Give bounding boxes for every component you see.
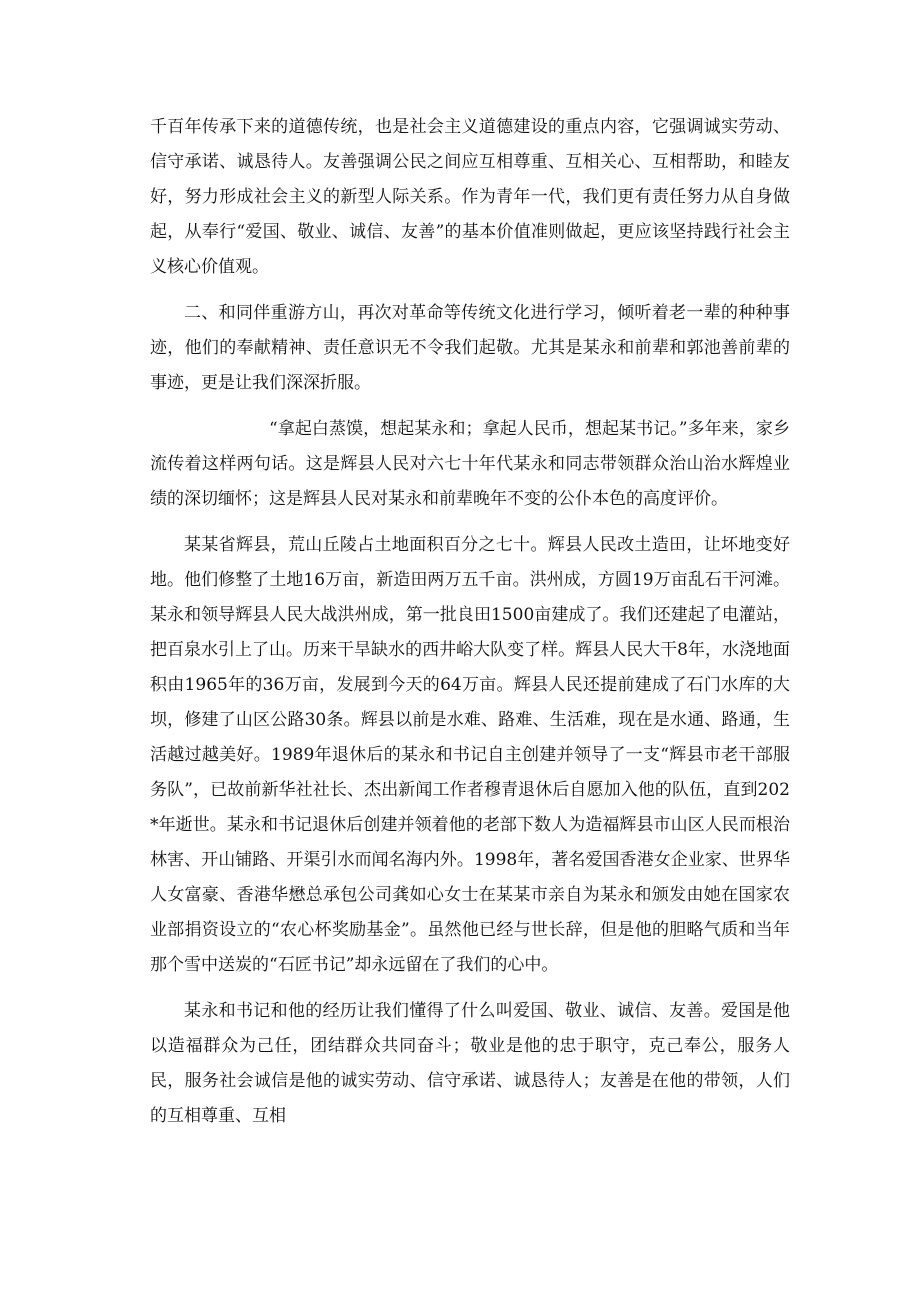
paragraph-huixian-history: 某某省辉县，荒山丘陵占土地面积百分之七十。辉县人民改土造田，让坏地变好地。他们修整了土地16万亩，新造田两万五千亩。洪州成，方圆19万亩乱石干河滩。某永和领导辉县人民大战洪州成，第一批良田1500亩建成了。我们还建起了电灌站，把百泉水引上了山。历来干旱缺水的西井峪大队变了样。辉县人民大干8年，水浇地面积由1965年的36万亩，发展到今天的64万亩。辉县人民还提前建成了石门水库的大坝，修建了山区公路30条。辉县以前是水难、路难、生活难，现在是水通、路通，生活越过越美好。1989年退休后的某永和书记自主创建并领导了一支“辉县市老干部服务队”，已故前新华社社长、杰出新闻工作者穆青退休后自愿加入他的队伍，直到202*年逝世。某永和书记退休后创建并领着他的老部下数人为造福辉县市山区人民而根治林害、开山铺路、开渠引水而闻名海内外。1998年，著名爱国香港女企业家、世界华人女富豪、香港华懋总承包公司龚如心女士在某某市亲自为某永和颁发由她在国家农业部捐资设立的“农心杯奖励基金”。虽然他已经与世长辞，但是他的胆略气质和当年那个雪中送炭的“石匠书记”却永远留在了我们的心中。 <box>150 535 790 975</box>
paragraph-fangshan-visit: 二、和同伴重游方山，再次对革命等传统文化进行学习，倾听着老一辈的种种事迹，他们的奉献精神、责任意识无不令我们起敬。尤其是某永和前辈和郭池善前辈的事迹，更是让我们深深折服。 <box>150 303 790 393</box>
paragraph-folk-saying: “拿起白蒸馍，想起某永和；拿起人民币，想起某书记。”多年来，家乡流传着这样两句话。这是辉县人民对六七十年代某永和同志带领群众治山治水辉煌业绩的深切缅怀；这是辉县人民对某永和前辈晚年不变的公仆本色的高度评价。 <box>150 419 790 509</box>
paragraph-values: 千百年传承下来的道德传统，也是社会主义道德建设的重点内容，它强调诚实劳动、信守承诺、诚恳待人。友善强调公民之间应互相尊重、互相关心、互相帮助，和睦友好，努力形成社会主义的新型人际关系。作为青年一代，我们更有责任努力从自身做起，从奉行“爱国、敬业、诚信、友善”的基本价值准则做起，更应该坚持践行社会主义核心价值观。 <box>150 117 790 277</box>
document-body <box>150 110 790 1145</box>
paragraph-lessons: 某永和书记和他的经历让我们懂得了什么叫爱国、敬业、诚信、友善。爱国是他以造福群众为己任，团结群众共同奋斗；敬业是他的忠于职守，克己奉公，服务人民，服务社会诚信是他的诚实劳动、信守承诺、诚恳待人；友善是在他的带领，人们的互相尊重、互相 <box>150 1001 790 1126</box>
